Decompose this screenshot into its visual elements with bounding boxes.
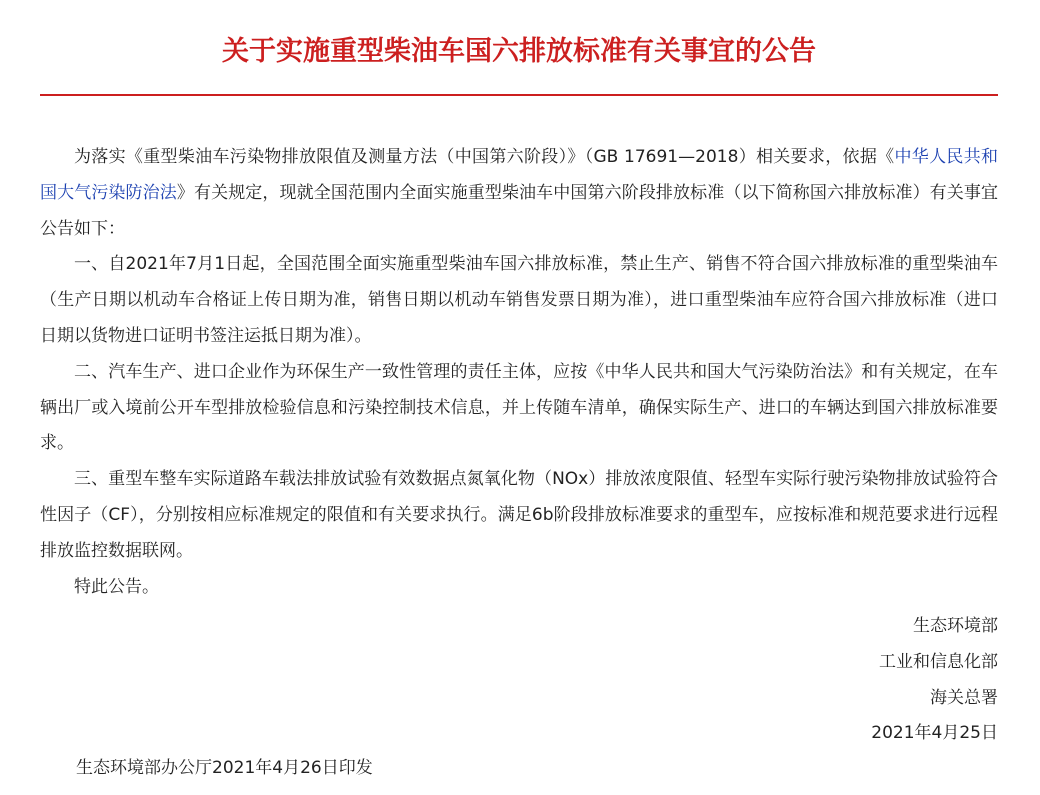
- signatory-customs: 海关总署: [930, 687, 998, 708]
- intro-text-part2: 》有关规定，现就全国范围内全面实施重型柴油车中国第六阶段排放标准（以下简称国六排放标准）有关事宜公告如下：: [40, 182, 999, 239]
- clause-3: 三、重型车整车实际道路车载法排放试验有效数据点氮氧化物（NOx）排放浓度限值、轻型车实际行驶污染物排放试验符合性因子（CF），分别按相应标准规定的限值和有关要求执行。满足6b阶段排放标准要求的重型车，应按标准和规范要求进行远程排放监控数据联网。: [40, 469, 998, 561]
- signatory-ministry-industry: 工业和信息化部: [879, 651, 998, 672]
- issue-date: 2021年4月25日: [871, 723, 998, 744]
- print-note: 生态环境部办公厅2021年4月26日印发: [76, 758, 373, 778]
- intro-text-part1: 为落实《重型柴油车污染物排放限值及测量方法（中国第六阶段）》（GB 17691—2018）相关要求，依据《: [74, 147, 895, 167]
- law-link[interactable]: 中华人民共和国大气污染防治法: [40, 147, 999, 203]
- title-divider: [40, 94, 998, 96]
- closing-line: 特此公告。: [74, 576, 159, 597]
- clause-1: 一、自2021年7月1日起，全国范围全面实施重型柴油车国六排放标准，禁止生产、销售不符合国六排放标准的重型柴油车（生产日期以机动车合格证上传日期为准，销售日期以机动车销售发票日期为准），进口重型柴油车应符合国六排放标准（进口日期以货物进口证明书签注运抵日期为准）。: [40, 254, 998, 346]
- announcement-body: [40, 140, 998, 605]
- page-title: 关于实施重型柴油车国六排放标准有关事宜的公告: [222, 36, 816, 67]
- signature-block: [600, 609, 998, 752]
- clause-2: 二、汽车生产、进口企业作为环保生产一致性管理的责任主体，应按《中华人民共和国大气污染防治法》和有关规定，在车辆出厂或入境前公开车型排放检验信息和污染控制技术信息，并上传随车清单，确保实际生产、进口的车辆达到国六排放标准要求。: [40, 361, 998, 454]
- intro-paragraph: [40, 140, 998, 247]
- signatory-ministry-ecology: 生态环境部: [913, 616, 998, 636]
